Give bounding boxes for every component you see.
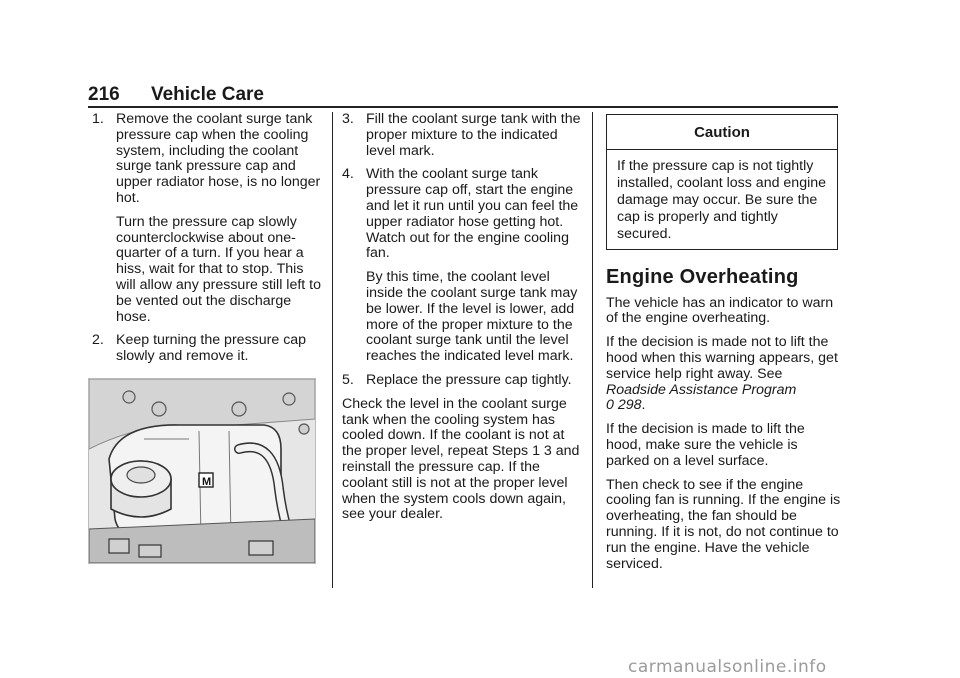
page-header — [88, 84, 264, 106]
paragraph: If the decision is made to lift the hood, make sure the vehicle is parked on a level surface. — [606, 421, 805, 469]
header-rule — [88, 106, 838, 108]
step-number: 1. — [92, 111, 104, 127]
step-text: Keep turning the pressure cap slowly and remove it. — [116, 332, 307, 365]
step-number: 2. — [92, 332, 104, 349]
check-level-paragraph: Check the level in the coolant surge tank when the cooling system has cooled down. If the coolant is not at the proper level, repeat Steps 1 3 and reinstall the pressure cap. If the coolant still is not at the proper level when the system cools down again, see your dealer. — [342, 395, 580, 523]
step-number: 4. — [342, 166, 354, 183]
step-text: Turn the pressure cap slowly counterclockwise about one-quarter of a turn. If you hear a hiss, wait for that to stop. This will allow any pressure still left to be vented out the discharge hose. — [116, 213, 322, 325]
step-5 — [342, 373, 582, 389]
caution-box — [606, 114, 838, 250]
step-text: Replace the pressure cap tightly. — [366, 371, 572, 388]
step-text: Fill the coolant surge tank with the proper mixture to the indicated level mark. — [366, 111, 581, 159]
step-text: By this time, the coolant level inside the coolant surge tank may be lower. If the level is lower, add more of the proper mixture to the coolant surge tank until the level reaches the indicated level mark. — [366, 269, 578, 365]
caution-title: Caution — [694, 124, 750, 141]
caution-divider — [607, 149, 837, 150]
step-number: 3. — [342, 111, 354, 127]
paragraph-text: If the decision is made not to lift the hood when this warning appears, get service help right away. See — [606, 334, 838, 382]
step-2 — [92, 333, 324, 365]
step-text: Remove the coolant surge tank pressure cap when the cooling system, including the coolant surge tank pressure cap and upper radiator hose, is no longer hot. — [116, 111, 321, 206]
paragraph: Then check to see if the engine cooling fan is running. If the engine is overheating, the fan should be running. If it is not, do not continue to run the engine. Have the vehicle serviced. — [606, 476, 841, 572]
section-heading: Engine Overheating — [606, 265, 799, 288]
column-left — [92, 112, 324, 373]
paragraph-with-reference — [606, 335, 842, 414]
cross-reference-link[interactable]: Roadside Assistance Program — [606, 381, 797, 398]
column-divider — [592, 112, 593, 588]
paragraph: The vehicle has an indicator to warn of the engine overheating. — [606, 294, 834, 327]
step-1 — [92, 112, 324, 325]
step-3 — [342, 112, 582, 159]
period: . — [641, 397, 646, 414]
step-number: 5. — [342, 371, 354, 388]
section-title: Vehicle Care — [150, 84, 265, 105]
page-reference[interactable]: 0 298 — [606, 397, 642, 414]
column-middle — [342, 112, 582, 531]
caution-text: If the pressure cap is not tightly installed, coolant loss and engine damage may occur. Be sure the cap is properly and tightly secured. — [617, 157, 827, 242]
column-divider — [332, 112, 333, 588]
column-right — [606, 112, 842, 580]
step-text: With the coolant surge tank pressure cap off, start the engine and let it run until you can feel the upper radiator hose getting hot. Watch out for the engine cooling fan. — [366, 166, 579, 262]
level-mark-label: M — [202, 476, 212, 488]
watermark-text: carmanualsonline.info — [628, 657, 827, 677]
coolant-surge-tank-illustration — [88, 378, 316, 564]
step-4 — [342, 167, 582, 365]
page-number: 216 — [88, 84, 120, 105]
